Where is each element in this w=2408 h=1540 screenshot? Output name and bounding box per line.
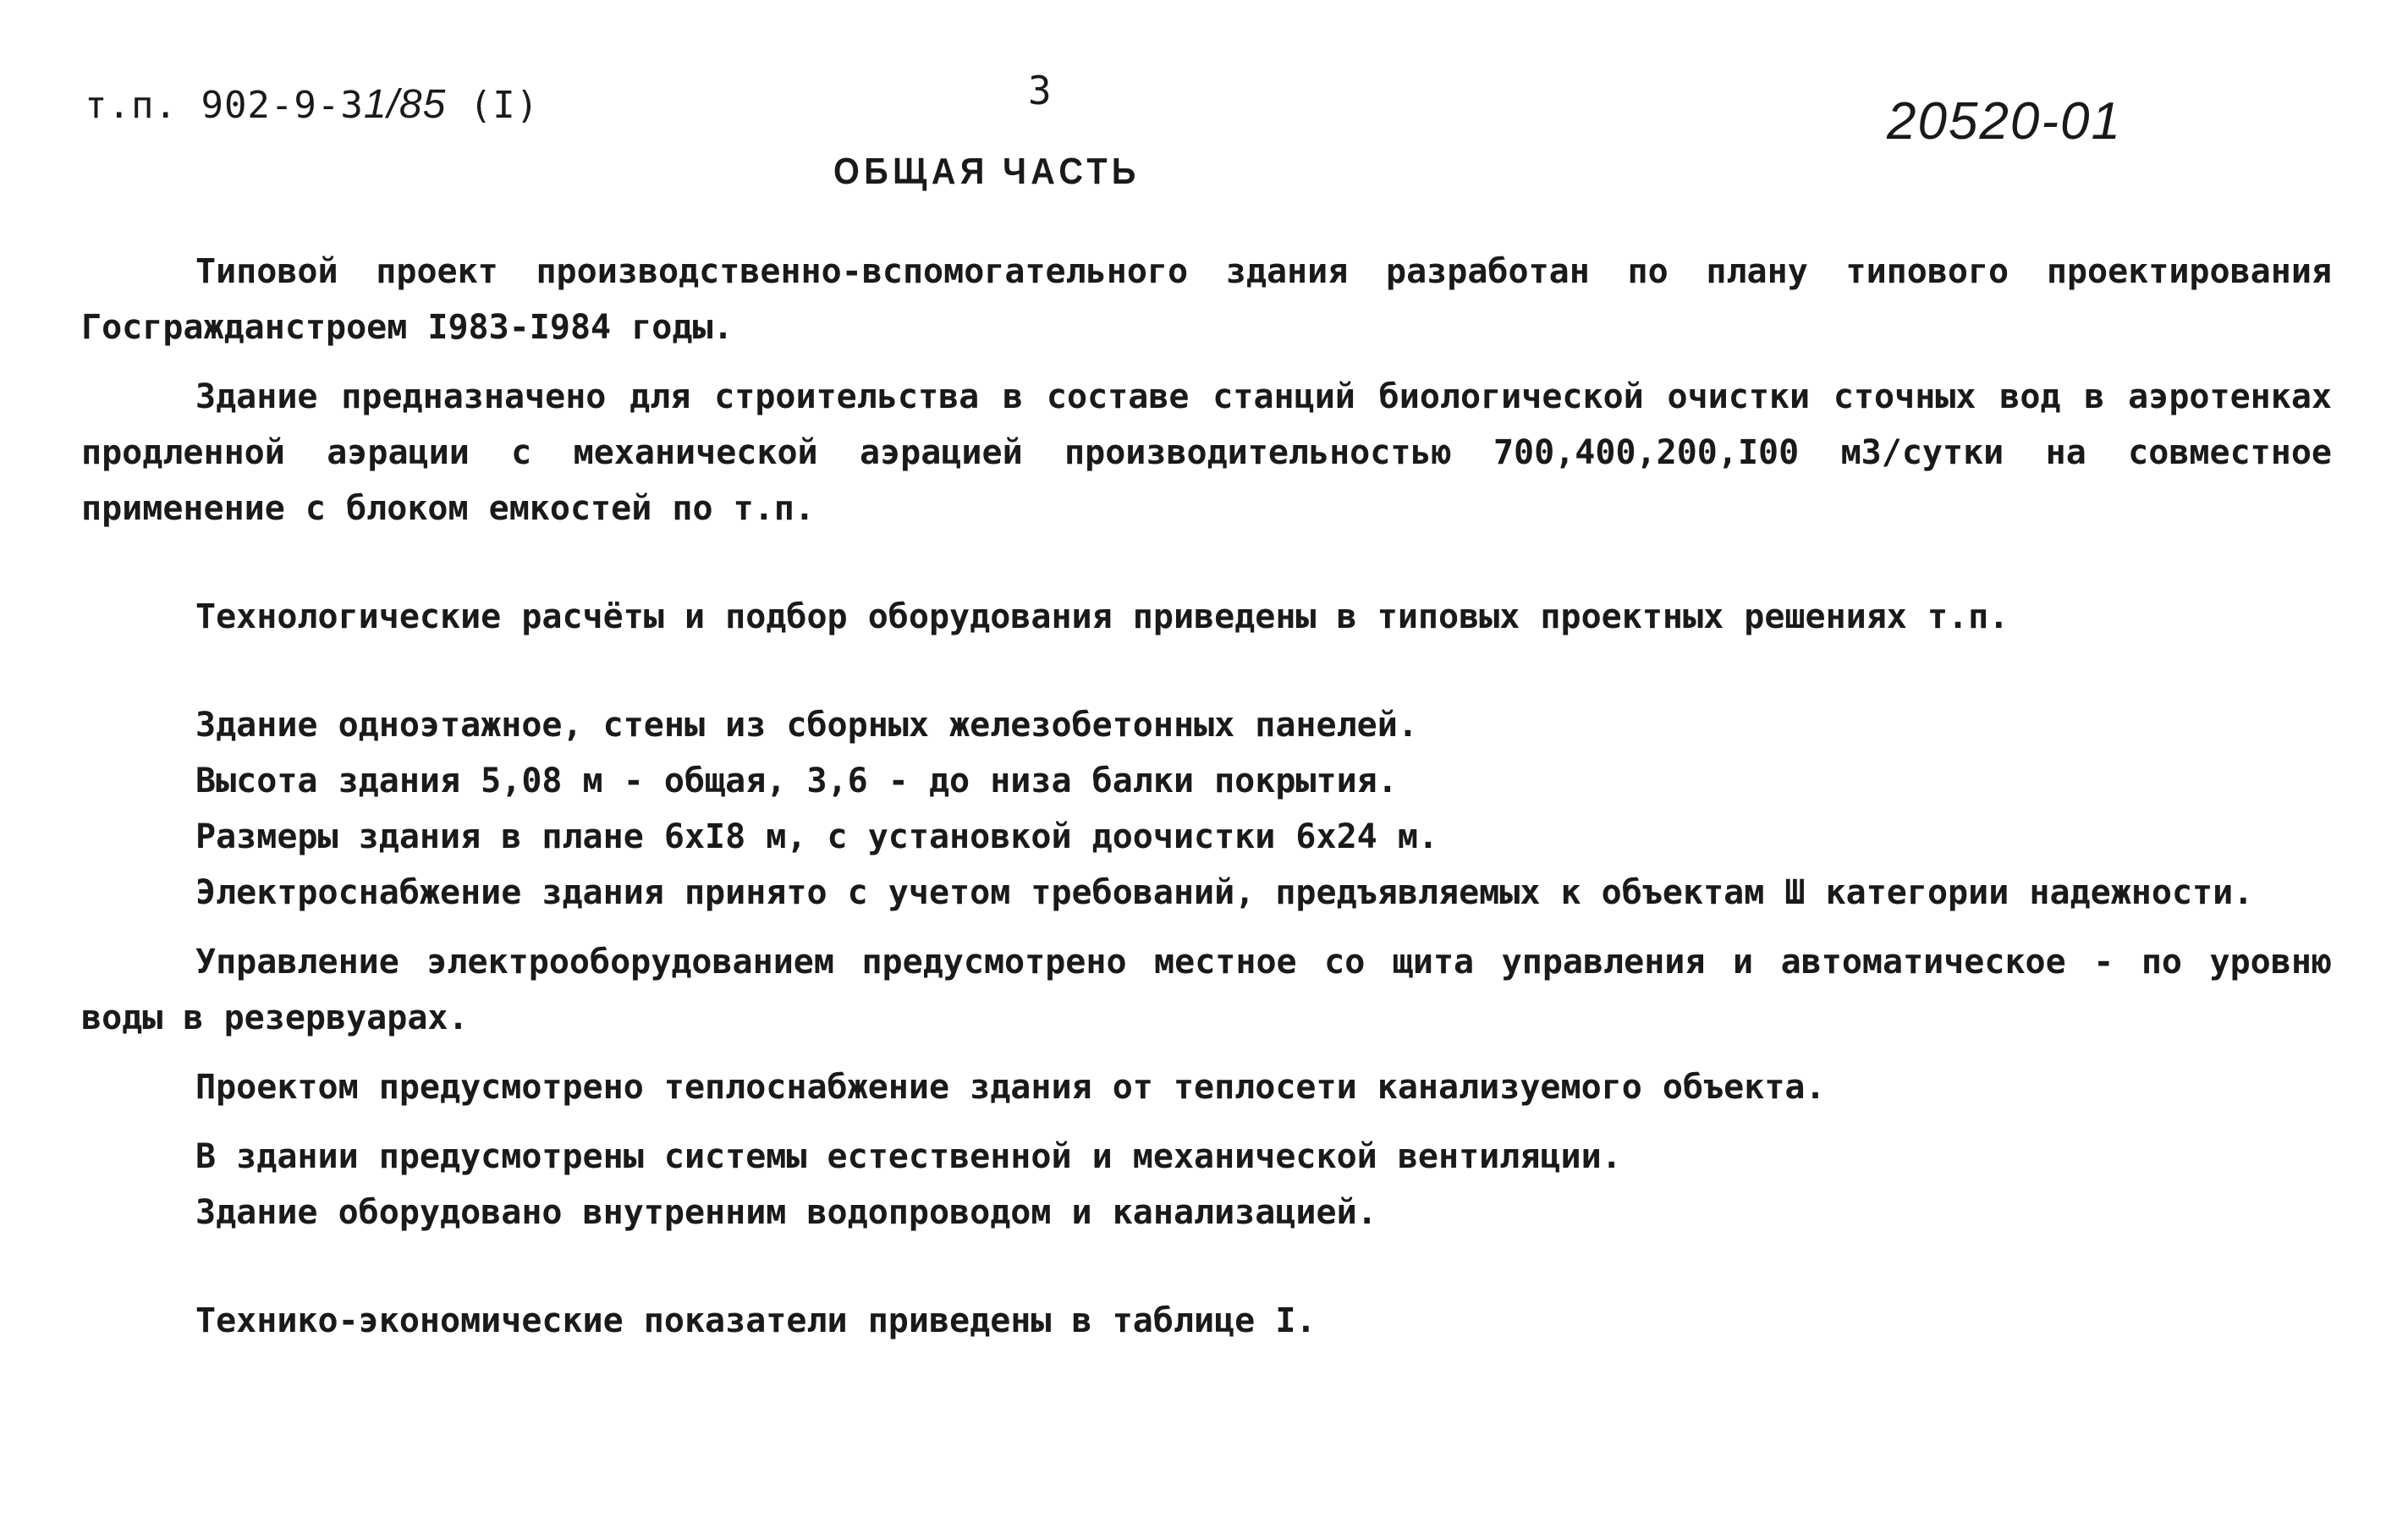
- page-number: 3: [1028, 68, 1052, 113]
- paragraph-indicators: Технико-экономические показатели приведены в таблице I.: [195, 1301, 1317, 1340]
- paragraph-technology: Технологические расчёты и подбор оборудования приведены в типовых проектных решениях т.п.: [195, 597, 2009, 636]
- document-code-suffix: (I): [446, 84, 540, 127]
- paragraph-ventilation: В здании предусмотрены системы естественной и механической вентиляции.: [195, 1137, 1622, 1176]
- document-code-prefix: т.п. 902-9-3: [85, 84, 364, 127]
- document-code-handwritten: 1/85: [363, 82, 447, 127]
- paragraph-structure: Здание одноэтажное, стены из сборных железобетонных панелей.: [195, 706, 1418, 745]
- paragraph-purpose: Здание предназначено для строительства в составе станций биологической очистки сточных вод в аэротенках продленной аэрации с механической аэрацией производительностью 700,400,200,I00 м3/сутки на совместное применение с блоком емкостей по т.п.: [81, 377, 2332, 528]
- paragraph-power-supply: Электроснабжение здания принято с учетом требований, предъявляемых к объектам Ш категории надежности.: [195, 873, 2254, 912]
- paragraph-control: Управление электрооборудованием предусмотрено местное со щита управления и автоматическое - по уровню воды в резервуарах.: [81, 943, 2332, 1037]
- section-title: ОБЩАЯ ЧАСТЬ: [833, 151, 1141, 192]
- paragraph-height: Высота здания 5,08 м - общая, 3,6 - до низа балки покрытия.: [195, 762, 1398, 800]
- reference-number: 20520-01: [1887, 92, 2123, 151]
- paragraph-project-origin: Типовой проект производственно-вспомогательного здания разработан по плану типового проектирования Госгражданстроем I983-I984 годы.: [81, 252, 2332, 347]
- paragraph-plumbing: Здание оборудовано внутренним водопроводом и канализацией.: [195, 1193, 1377, 1232]
- paragraph-heating: Проектом предусмотрено теплоснабжение здания от теплосети канализуемого объекта.: [195, 1068, 1826, 1107]
- document-code: [85, 81, 539, 128]
- document-body: [81, 244, 2332, 1349]
- paragraph-dimensions: Размеры здания в плане 6xI8 м, с установкой доочистки 6x24 м.: [195, 817, 1439, 856]
